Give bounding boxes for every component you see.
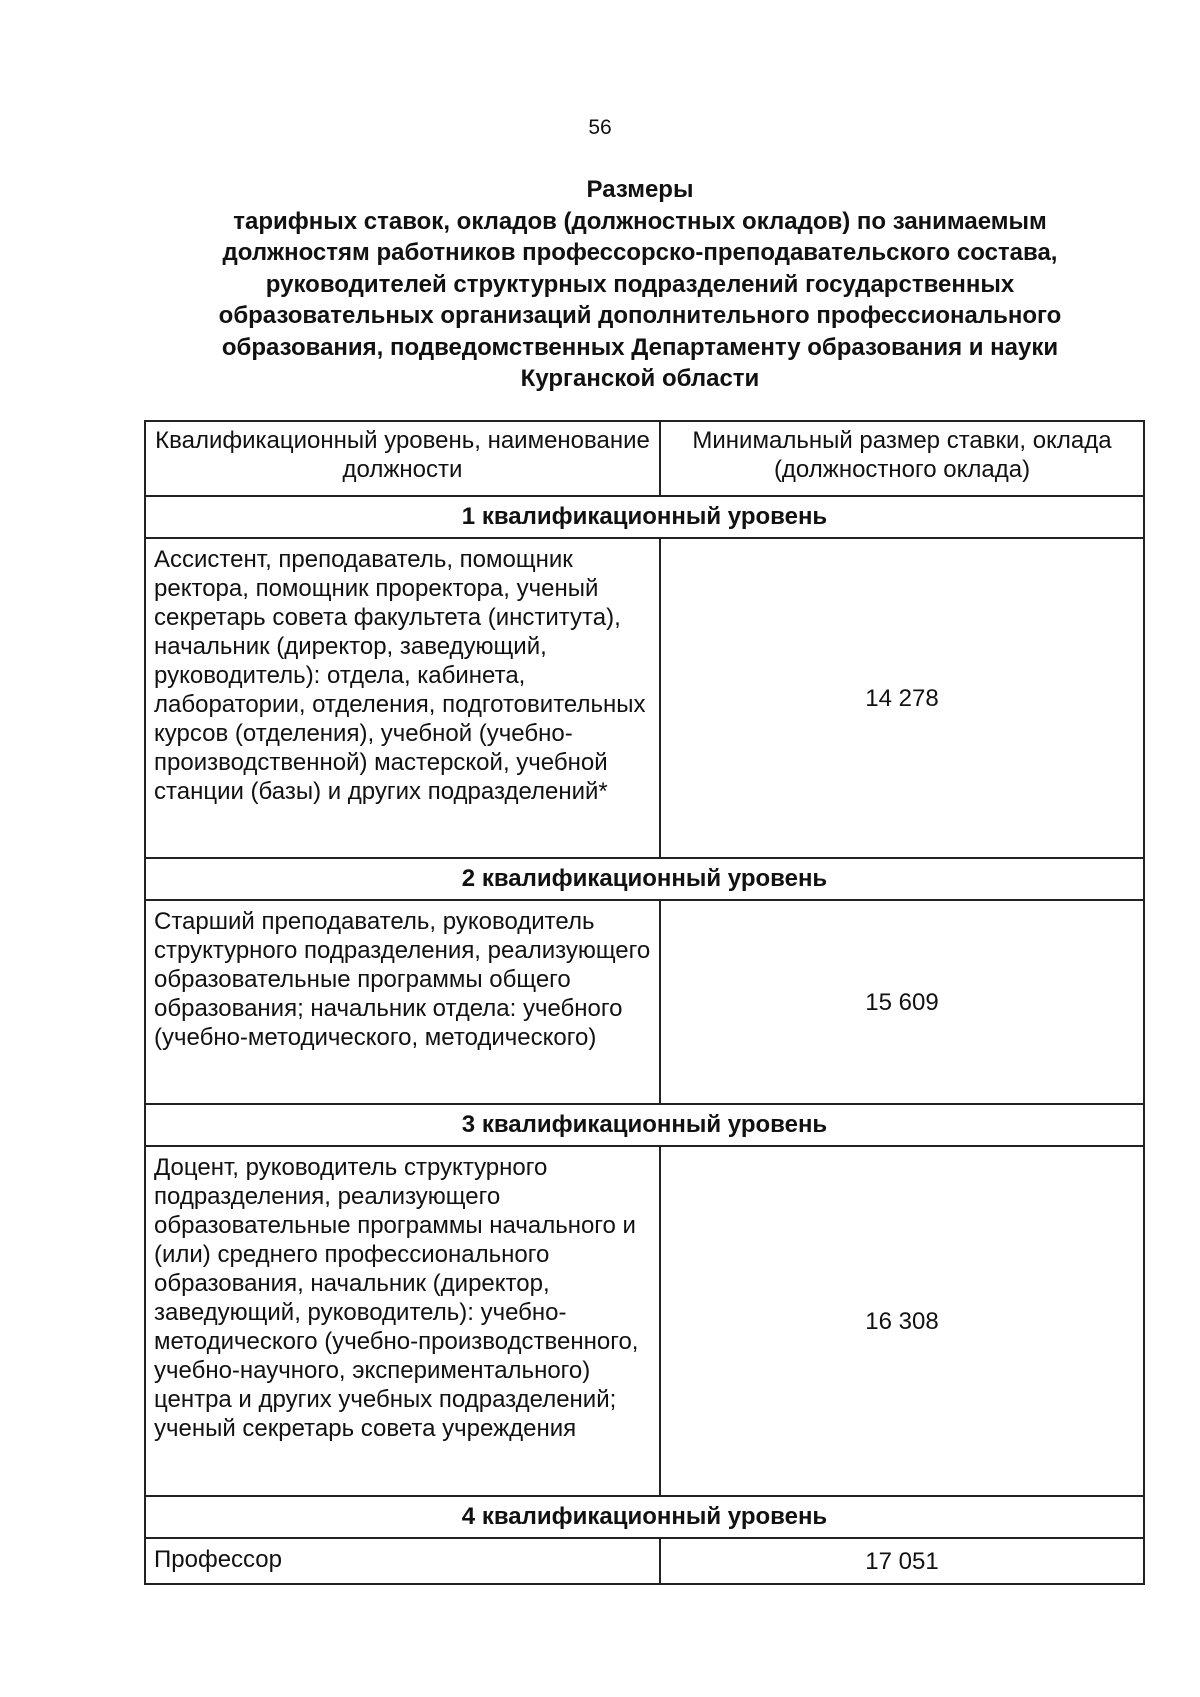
heading-line: образования, подведомственных Департаменту образования и науки [221, 333, 1059, 361]
rate-cell: 14 278 [660, 538, 1144, 858]
level-title: 4 квалификационный уровень [145, 1496, 1144, 1538]
page-number: 56 [588, 116, 612, 139]
table-header-row [145, 421, 1144, 496]
heading-line: образовательных организаций дополнительного профессионального [218, 302, 1062, 329]
level-title: 2 квалификационный уровень [145, 858, 1144, 900]
document-heading [150, 174, 1130, 395]
level-row [145, 1104, 1144, 1146]
level-row [145, 858, 1144, 900]
rate-cell: 17 051 [660, 1538, 1144, 1584]
heading-line: Курганской области [520, 365, 760, 392]
heading-line: руководителей структурных подразделений государственных [265, 270, 1015, 298]
table-row [145, 538, 1144, 858]
heading-line: тарифных ставок, окладов (должностных окладов) по занимаемым [233, 207, 1047, 235]
heading-line: Размеры [586, 176, 694, 203]
table-row [145, 900, 1144, 1104]
level-title: 1 квалификационный уровень [145, 496, 1144, 538]
header-position: Квалификационный уровень, наименование должности [145, 421, 660, 496]
position-cell: Доцент, руководитель структурного подразделения, реализующего образовательные программы начального и (или) среднего профессионального образования, начальник (директор, заведующий, руководитель): учебно-методического (учебно-производственного, учебно-научного, экспериментального) центра и других учебных подразделений; ученый секретарь совета учреждения [145, 1146, 660, 1496]
level-row [145, 496, 1144, 538]
level-row [145, 1496, 1144, 1538]
table-row [145, 1538, 1144, 1584]
table-row [145, 1146, 1144, 1496]
rates-table [144, 420, 1145, 1585]
rate-cell: 16 308 [660, 1146, 1144, 1496]
position-cell: Ассистент, преподаватель, помощник ректора, помощник проректора, ученый секретарь совета факультета (института), начальник (директор, заведующий, руководитель): отдела, кабинета, лаборатории, отделения, подготовительных курсов (отделения), учебной (учебно-производственной) мастерской, учебной станции (базы) и других подразделений* [145, 538, 660, 858]
position-cell: Профессор [145, 1538, 660, 1584]
rate-cell: 15 609 [660, 900, 1144, 1104]
heading-line: должностям работников профессорско-преподавательского состава, [222, 239, 1058, 266]
level-title: 3 квалификационный уровень [145, 1104, 1144, 1146]
header-rate: Минимальный размер ставки, оклада (должностного оклада) [660, 421, 1144, 496]
position-cell: Старший преподаватель, руководитель структурного подразделения, реализующего образовательные программы общего образования; начальник отдела: учебного (учебно-методического, методического) [145, 900, 660, 1104]
